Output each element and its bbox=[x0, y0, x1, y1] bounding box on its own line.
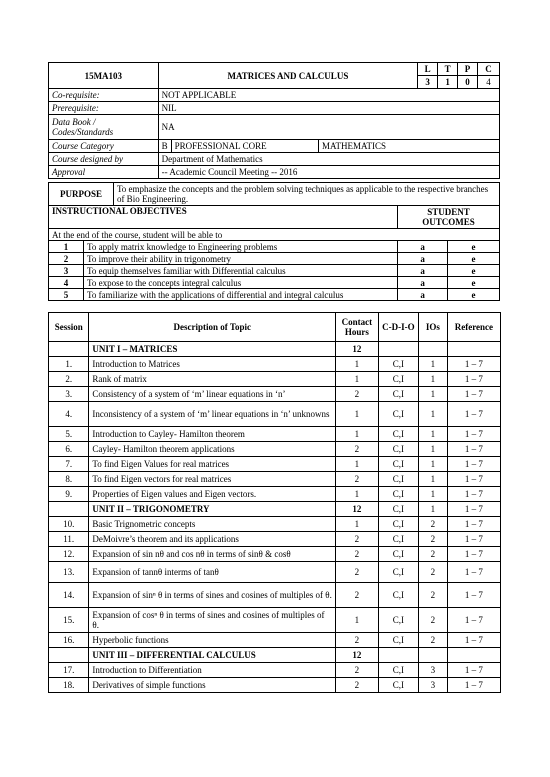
session-hours: 1 bbox=[336, 402, 379, 427]
objectives-intro: At the end of the course, student will be able to bbox=[49, 229, 500, 241]
session-row bbox=[49, 583, 501, 608]
session-number: 16. bbox=[49, 633, 89, 648]
corequisite-value: NOT APPLICABLE bbox=[158, 89, 499, 102]
approval-label: Approval bbox=[49, 166, 159, 179]
objective-number: 5 bbox=[49, 289, 84, 301]
approval-value: -- Academic Council Meeting -- 2016 bbox=[158, 166, 499, 179]
session-number: 4. bbox=[49, 402, 89, 427]
session-row bbox=[49, 472, 501, 487]
session-reference: 1 – 7 bbox=[447, 457, 500, 472]
session-ios: 1 bbox=[419, 357, 448, 372]
session-row bbox=[49, 427, 501, 442]
session-ios: 1 bbox=[419, 487, 448, 502]
session-row bbox=[49, 357, 501, 372]
session-topic: Derivatives of simple functions bbox=[89, 678, 336, 693]
session-topic: Hyperbolic functions bbox=[89, 633, 336, 648]
session-row bbox=[49, 562, 501, 583]
session-number: 18. bbox=[49, 678, 89, 693]
session-reference: 1 – 7 bbox=[447, 547, 500, 562]
session-row bbox=[49, 532, 501, 547]
session-ios: 1 bbox=[419, 472, 448, 487]
session-row bbox=[49, 517, 501, 532]
objective-number: 4 bbox=[49, 277, 84, 289]
session-row bbox=[49, 487, 501, 502]
unit-cdio bbox=[378, 648, 418, 663]
session-hours: 2 bbox=[336, 678, 379, 693]
objective-text: To familiarize with the applications of differential and integral calculus bbox=[83, 289, 397, 301]
objective-text: To expose to the concepts integral calculus bbox=[83, 277, 397, 289]
session-reference: 1 – 7 bbox=[447, 387, 500, 402]
objective-outcome-a: a bbox=[398, 253, 448, 265]
session-reference: 1 – 7 bbox=[447, 583, 500, 608]
objective-row bbox=[49, 277, 500, 289]
session-number: 12. bbox=[49, 547, 89, 562]
session-number: 13. bbox=[49, 562, 89, 583]
header-session: Session bbox=[49, 313, 89, 342]
objective-number: 3 bbox=[49, 265, 84, 277]
session-topic: Basic Trignometric concepts bbox=[89, 517, 336, 532]
session-topic: Expansion of sinⁿ θ in terms of sines and cosines of multiples of θ. bbox=[89, 583, 336, 608]
session-hours: 2 bbox=[336, 532, 379, 547]
session-cdio: C,I bbox=[378, 562, 418, 583]
session-reference: 1 – 7 bbox=[447, 442, 500, 457]
header-cdio: C-D-I-O bbox=[378, 313, 418, 342]
ltpc-l: L bbox=[418, 63, 438, 76]
session-number: 15. bbox=[49, 608, 89, 633]
session-cdio: C,I bbox=[378, 372, 418, 387]
header-description: Description of Topic bbox=[89, 313, 336, 342]
session-cdio: C,I bbox=[378, 608, 418, 633]
prerequisite-value: NIL bbox=[158, 102, 499, 115]
objective-outcome-a: a bbox=[398, 241, 448, 253]
session-reference: 1 – 7 bbox=[447, 357, 500, 372]
objective-row bbox=[49, 241, 500, 253]
session-ios: 1 bbox=[419, 457, 448, 472]
session-hours: 1 bbox=[336, 372, 379, 387]
objective-outcome-e: e bbox=[448, 277, 500, 289]
session-hours: 2 bbox=[336, 472, 379, 487]
session-hours: 2 bbox=[336, 442, 379, 457]
outcomes-heading: STUDENT OUTCOMES bbox=[398, 206, 500, 229]
session-number: 9. bbox=[49, 487, 89, 502]
session-ios: 2 bbox=[419, 532, 448, 547]
ltpc-c: C bbox=[478, 63, 500, 76]
unit-reference: 1 – 7 bbox=[447, 502, 500, 517]
session-number: 8. bbox=[49, 472, 89, 487]
session-number: 7. bbox=[49, 457, 89, 472]
session-topic: To find Eigen vectors for real matrices bbox=[89, 472, 336, 487]
session-reference: 1 – 7 bbox=[447, 633, 500, 648]
session-cdio: C,I bbox=[378, 472, 418, 487]
objectives-heading: INSTRUCTIONAL OBJECTIVES bbox=[49, 206, 398, 229]
unit-cdio: C,I bbox=[378, 502, 418, 517]
session-hours: 2 bbox=[336, 562, 379, 583]
session-ios: 1 bbox=[419, 442, 448, 457]
objective-outcome-a: a bbox=[398, 265, 448, 277]
session-cdio: C,I bbox=[378, 487, 418, 502]
session-topic: Introduction to Matrices bbox=[89, 357, 336, 372]
course-info-table bbox=[48, 62, 500, 179]
session-number: 5. bbox=[49, 427, 89, 442]
unit-title: UNIT III – DIFFERENTIAL CALCULUS bbox=[89, 648, 336, 663]
session-cdio: C,I bbox=[378, 532, 418, 547]
objective-text: To improve their ability in trigonometry bbox=[83, 253, 397, 265]
session-hours: 2 bbox=[336, 663, 379, 678]
header-reference: Reference bbox=[447, 313, 500, 342]
objective-outcome-a: a bbox=[398, 277, 448, 289]
session-number: 11. bbox=[49, 532, 89, 547]
session-ios: 2 bbox=[419, 547, 448, 562]
session-cdio: C,I bbox=[378, 402, 418, 427]
unit-title: UNIT I – MATRICES bbox=[89, 342, 336, 357]
session-reference: 1 – 7 bbox=[447, 517, 500, 532]
unit-row bbox=[49, 342, 501, 357]
session-reference: 1 – 7 bbox=[447, 608, 500, 633]
session-ios: 3 bbox=[419, 663, 448, 678]
designed-value: Department of Mathematics bbox=[158, 153, 499, 166]
objective-text: To apply matrix knowledge to Engineering problems bbox=[83, 241, 397, 253]
session-row bbox=[49, 547, 501, 562]
session-ios: 3 bbox=[419, 678, 448, 693]
objective-number: 2 bbox=[49, 253, 84, 265]
session-number: 17. bbox=[49, 663, 89, 678]
ltpc-l-value: 3 bbox=[418, 76, 438, 89]
sessions-table bbox=[48, 312, 501, 693]
objectives-table bbox=[48, 182, 500, 301]
prerequisite-label: Prerequisite: bbox=[49, 102, 159, 115]
ltpc-p-value: 0 bbox=[458, 76, 478, 89]
objective-number: 1 bbox=[49, 241, 84, 253]
session-topic: Inconsistency of a system of ‘m’ linear equations in ‘n’ unknowns bbox=[89, 402, 336, 427]
session-number: 2. bbox=[49, 372, 89, 387]
objective-row bbox=[49, 265, 500, 277]
session-number: 1. bbox=[49, 357, 89, 372]
session-reference: 1 – 7 bbox=[447, 532, 500, 547]
session-reference: 1 – 7 bbox=[447, 472, 500, 487]
session-topic: Consistency of a system of ‘m’ linear equations in ‘n’ bbox=[89, 387, 336, 402]
session-cdio: C,I bbox=[378, 547, 418, 562]
ltpc-t-value: 1 bbox=[438, 76, 458, 89]
session-row bbox=[49, 442, 501, 457]
session-reference: 1 – 7 bbox=[447, 427, 500, 442]
session-ios: 1 bbox=[419, 402, 448, 427]
session-topic: Expansion of cosⁿ θ in terms of sines and cosines of multiples of θ. bbox=[89, 608, 336, 633]
session-row bbox=[49, 402, 501, 427]
unit-cdio bbox=[378, 342, 418, 357]
designed-label: Course designed by bbox=[49, 153, 159, 166]
course-code: 15MA103 bbox=[49, 63, 159, 89]
session-ios: 2 bbox=[419, 608, 448, 633]
session-topic: Rank of matrix bbox=[89, 372, 336, 387]
session-row bbox=[49, 372, 501, 387]
session-topic: Properties of Eigen values and Eigen vectors. bbox=[89, 487, 336, 502]
objective-row bbox=[49, 253, 500, 265]
session-reference: 1 – 7 bbox=[447, 678, 500, 693]
session-topic: Cayley- Hamilton theorem applications bbox=[89, 442, 336, 457]
session-cdio: C,I bbox=[378, 427, 418, 442]
session-reference: 1 – 7 bbox=[447, 663, 500, 678]
objective-outcome-e: e bbox=[448, 253, 500, 265]
session-number: 3. bbox=[49, 387, 89, 402]
session-cdio: C,I bbox=[378, 442, 418, 457]
header-contact-hours: Contact Hours bbox=[336, 313, 379, 342]
objective-row bbox=[49, 289, 500, 301]
header-ios: IOs bbox=[419, 313, 448, 342]
category-dept: MATHEMATICS bbox=[318, 140, 499, 153]
ltpc-t: T bbox=[438, 63, 458, 76]
session-hours: 2 bbox=[336, 387, 379, 402]
session-cdio: C,I bbox=[378, 357, 418, 372]
session-ios: 2 bbox=[419, 633, 448, 648]
session-row bbox=[49, 678, 501, 693]
purpose-text: To emphasize the concepts and the problem solving techniques as applicable to the respective branches of Bio Engineering. bbox=[113, 183, 499, 206]
unit-row bbox=[49, 502, 501, 517]
objective-outcome-e: e bbox=[448, 289, 500, 301]
session-ios: 2 bbox=[419, 517, 448, 532]
session-hours: 1 bbox=[336, 608, 379, 633]
session-ios: 1 bbox=[419, 427, 448, 442]
session-ios: 1 bbox=[419, 372, 448, 387]
session-cdio: C,I bbox=[378, 517, 418, 532]
session-topic: Introduction to Cayley- Hamilton theorem bbox=[89, 427, 336, 442]
category-type: PROFESSIONAL CORE bbox=[171, 140, 318, 153]
category-label: Course Category bbox=[49, 140, 159, 153]
ltpc-p: P bbox=[458, 63, 478, 76]
session-reference: 1 – 7 bbox=[447, 562, 500, 583]
purpose-label: PURPOSE bbox=[49, 183, 114, 206]
unit-title: UNIT II – TRIGONOMETRY bbox=[89, 502, 336, 517]
corequisite-label: Co-requisite: bbox=[49, 89, 159, 102]
session-cdio: C,I bbox=[378, 633, 418, 648]
session-row bbox=[49, 457, 501, 472]
session-cdio: C,I bbox=[378, 387, 418, 402]
session-cdio: C,I bbox=[378, 583, 418, 608]
unit-hours: 12 bbox=[336, 342, 379, 357]
databook-value: NA bbox=[158, 115, 499, 140]
session-topic: Expansion of tannθ interms of tanθ bbox=[89, 562, 336, 583]
session-cdio: C,I bbox=[378, 457, 418, 472]
session-topic: Expansion of sin nθ and cos nθ in terms of sinθ & cosθ bbox=[89, 547, 336, 562]
session-reference: 1 – 7 bbox=[447, 402, 500, 427]
session-reference: 1 – 7 bbox=[447, 487, 500, 502]
session-hours: 1 bbox=[336, 427, 379, 442]
objective-text: To equip themselves familiar with Differential calculus bbox=[83, 265, 397, 277]
session-hours: 1 bbox=[336, 457, 379, 472]
objective-outcome-a: a bbox=[398, 289, 448, 301]
session-hours: 1 bbox=[336, 357, 379, 372]
session-cdio: C,I bbox=[378, 678, 418, 693]
session-topic: Introduction to Differentiation bbox=[89, 663, 336, 678]
session-reference: 1 – 7 bbox=[447, 372, 500, 387]
session-cdio: C,I bbox=[378, 663, 418, 678]
session-hours: 2 bbox=[336, 547, 379, 562]
unit-reference bbox=[447, 342, 500, 357]
unit-hours: 12 bbox=[336, 502, 379, 517]
session-ios: 2 bbox=[419, 562, 448, 583]
session-row bbox=[49, 633, 501, 648]
session-row bbox=[49, 608, 501, 633]
session-ios: 2 bbox=[419, 583, 448, 608]
course-title: MATRICES AND CALCULUS bbox=[158, 63, 418, 89]
session-number: 6. bbox=[49, 442, 89, 457]
ltpc-c-value: 4 bbox=[478, 76, 500, 89]
objective-outcome-e: e bbox=[448, 241, 500, 253]
session-row bbox=[49, 663, 501, 678]
session-hours: 2 bbox=[336, 633, 379, 648]
session-number: 10. bbox=[49, 517, 89, 532]
unit-ios: 1 bbox=[419, 502, 448, 517]
objective-outcome-e: e bbox=[448, 265, 500, 277]
session-row bbox=[49, 387, 501, 402]
session-topic: To find Eigen Values for real matrices bbox=[89, 457, 336, 472]
unit-hours: 12 bbox=[336, 648, 379, 663]
databook-label: Data Book / Codes/Standards bbox=[49, 115, 159, 140]
category-code: B bbox=[158, 140, 171, 153]
unit-row bbox=[49, 648, 501, 663]
unit-ios bbox=[419, 342, 448, 357]
session-hours: 1 bbox=[336, 517, 379, 532]
session-topic: DeMoivre’s theorem and its applications bbox=[89, 532, 336, 547]
session-hours: 2 bbox=[336, 583, 379, 608]
unit-ios bbox=[419, 648, 448, 663]
unit-reference bbox=[447, 648, 500, 663]
session-hours: 1 bbox=[336, 487, 379, 502]
session-ios: 1 bbox=[419, 387, 448, 402]
session-number: 14. bbox=[49, 583, 89, 608]
